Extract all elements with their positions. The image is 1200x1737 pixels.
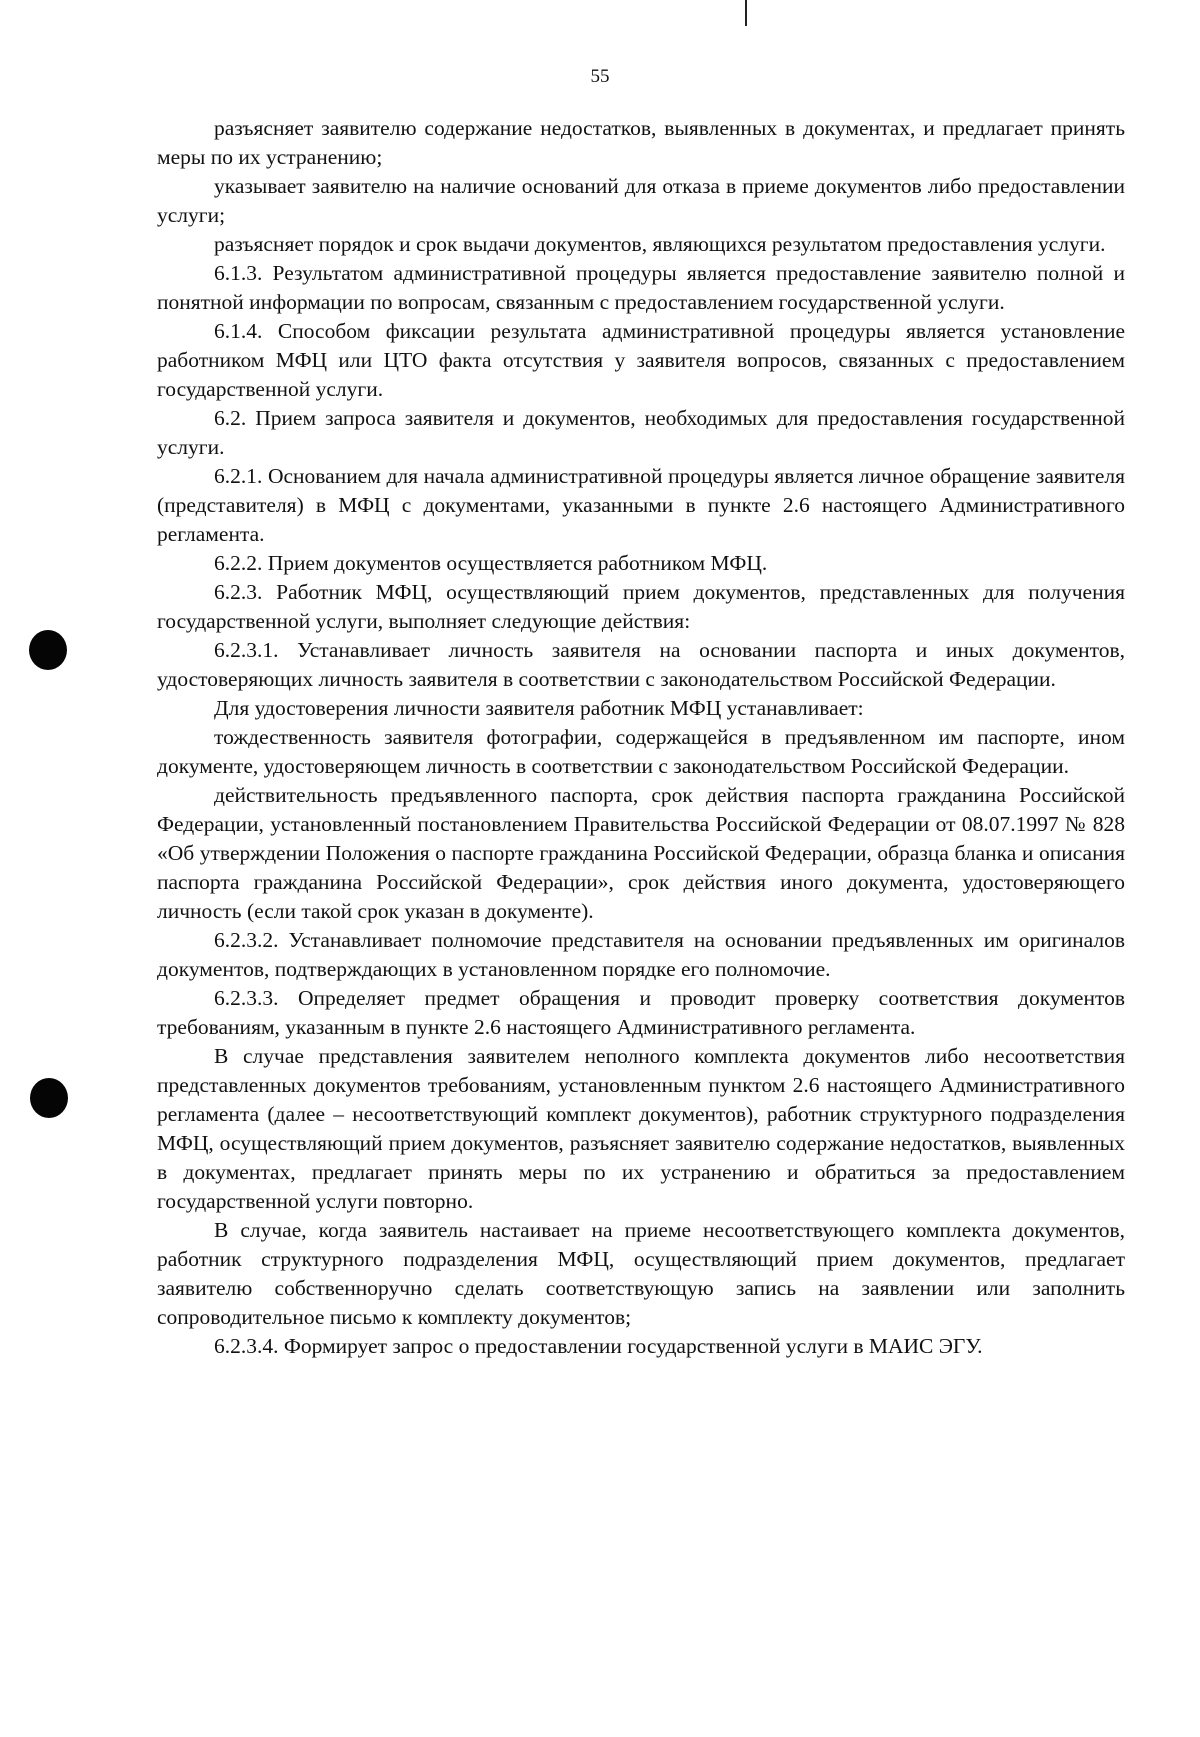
paragraph: 6.2.3.4. Формирует запрос о предоставлении государственной услуги в МАИС ЭГУ. [214, 1334, 983, 1358]
paragraph: В случае, когда заявитель настаивает на приеме несоответствующего комплекта документов, работник структурного подразделения МФЦ, осуществляющий прием документов, предлагает заявителю собственноручно сделать соответствующую запись на заявлении или заполнить сопроводительное письмо к комплекту документов; [157, 1218, 1125, 1329]
paragraph: действительность предъявленного паспорта, срок действия паспорта гражданина Российской Федерации, установленный постановлением Правительства Российской Федерации от 08.07.1997 № 828 «Об утверждении Положения о паспорте гражданина Российской Федерации, образца бланка и описания паспорта гражданина Российской Федерации», срок действия иного документа, удостоверяющего личность (если такой срок указан в документе). [157, 783, 1125, 923]
paragraph: Для удостоверения личности заявителя работник МФЦ устанавливает: [214, 696, 864, 720]
paragraph: В случае представления заявителем неполного комплекта документов либо несоответствия представленных документов требованиям, установленным пунктом 2.6 настоящего Административного регламента (далее – несоответствующий комплект документов), работник структурного подразделения МФЦ, осуществляющий прием документов, разъясняет заявителю содержание недостатков, выявленных в документах, предлагает принять меры по их устранению и обратиться за предоставлением государственной услуги повторно. [157, 1044, 1125, 1213]
paragraph: 6.2.2. Прием документов осуществляется работником МФЦ. [214, 551, 768, 575]
paragraph: 6.1.3. Результатом административной процедуры является предоставление заявителю полной и понятной информации по вопросам, связанным с предоставлением государственной услуги. [157, 261, 1125, 314]
paragraph: 6.2.3.2. Устанавливает полномочие представителя на основании предъявленных им оригиналов документов, подтверждающих в установленном порядке его полномочие. [157, 928, 1125, 981]
punch-hole-mark [29, 630, 67, 670]
page-number: 55 [590, 66, 610, 87]
paragraph: 6.2.3. Работник МФЦ, осуществляющий прием документов, представленных для получения государственной услуги, выполняет следующие действия: [157, 580, 1125, 633]
paragraph: тождественность заявителя фотографии, содержащейся в предъявленном им паспорте, ином документе, удостоверяющем личность в соответствии с законодательством Российской Федерации. [157, 725, 1125, 778]
paragraph: 6.1.4. Способом фиксации результата административной процедуры является установление работником МФЦ или ЦТО факта отсутствия у заявителя вопросов, связанных с предоставлением государственной услуги. [157, 319, 1125, 401]
paragraph: разъясняет заявителю содержание недостатков, выявленных в документах, и предлагает принять меры по их устранению; [157, 116, 1125, 169]
punch-hole-mark [30, 1078, 68, 1118]
scan-artifact-line [745, 0, 747, 26]
paragraph: 6.2.3.3. Определяет предмет обращения и проводит проверку соответствия документов требованиям, указанным в пункте 2.6 настоящего Административного регламента. [157, 986, 1125, 1039]
paragraph: разъясняет порядок и срок выдачи документов, являющихся результатом предоставления услуги. [214, 232, 1106, 256]
paragraph: указывает заявителю на наличие оснований для отказа в приеме документов либо предоставлении услуги; [157, 174, 1125, 227]
paragraph: 6.2.1. Основанием для начала административной процедуры является личное обращение заявителя (представителя) в МФЦ с документами, указанными в пункте 2.6 настоящего Административного регламента. [157, 464, 1125, 546]
document-body [157, 114, 1125, 1361]
paragraph: 6.2.3.1. Устанавливает личность заявителя на основании паспорта и иных документов, удостоверяющих личность заявителя в соответствии с законодательством Российской Федерации. [157, 638, 1125, 691]
paragraph: 6.2. Прием запроса заявителя и документов, необходимых для предоставления государственной услуги. [157, 406, 1125, 459]
